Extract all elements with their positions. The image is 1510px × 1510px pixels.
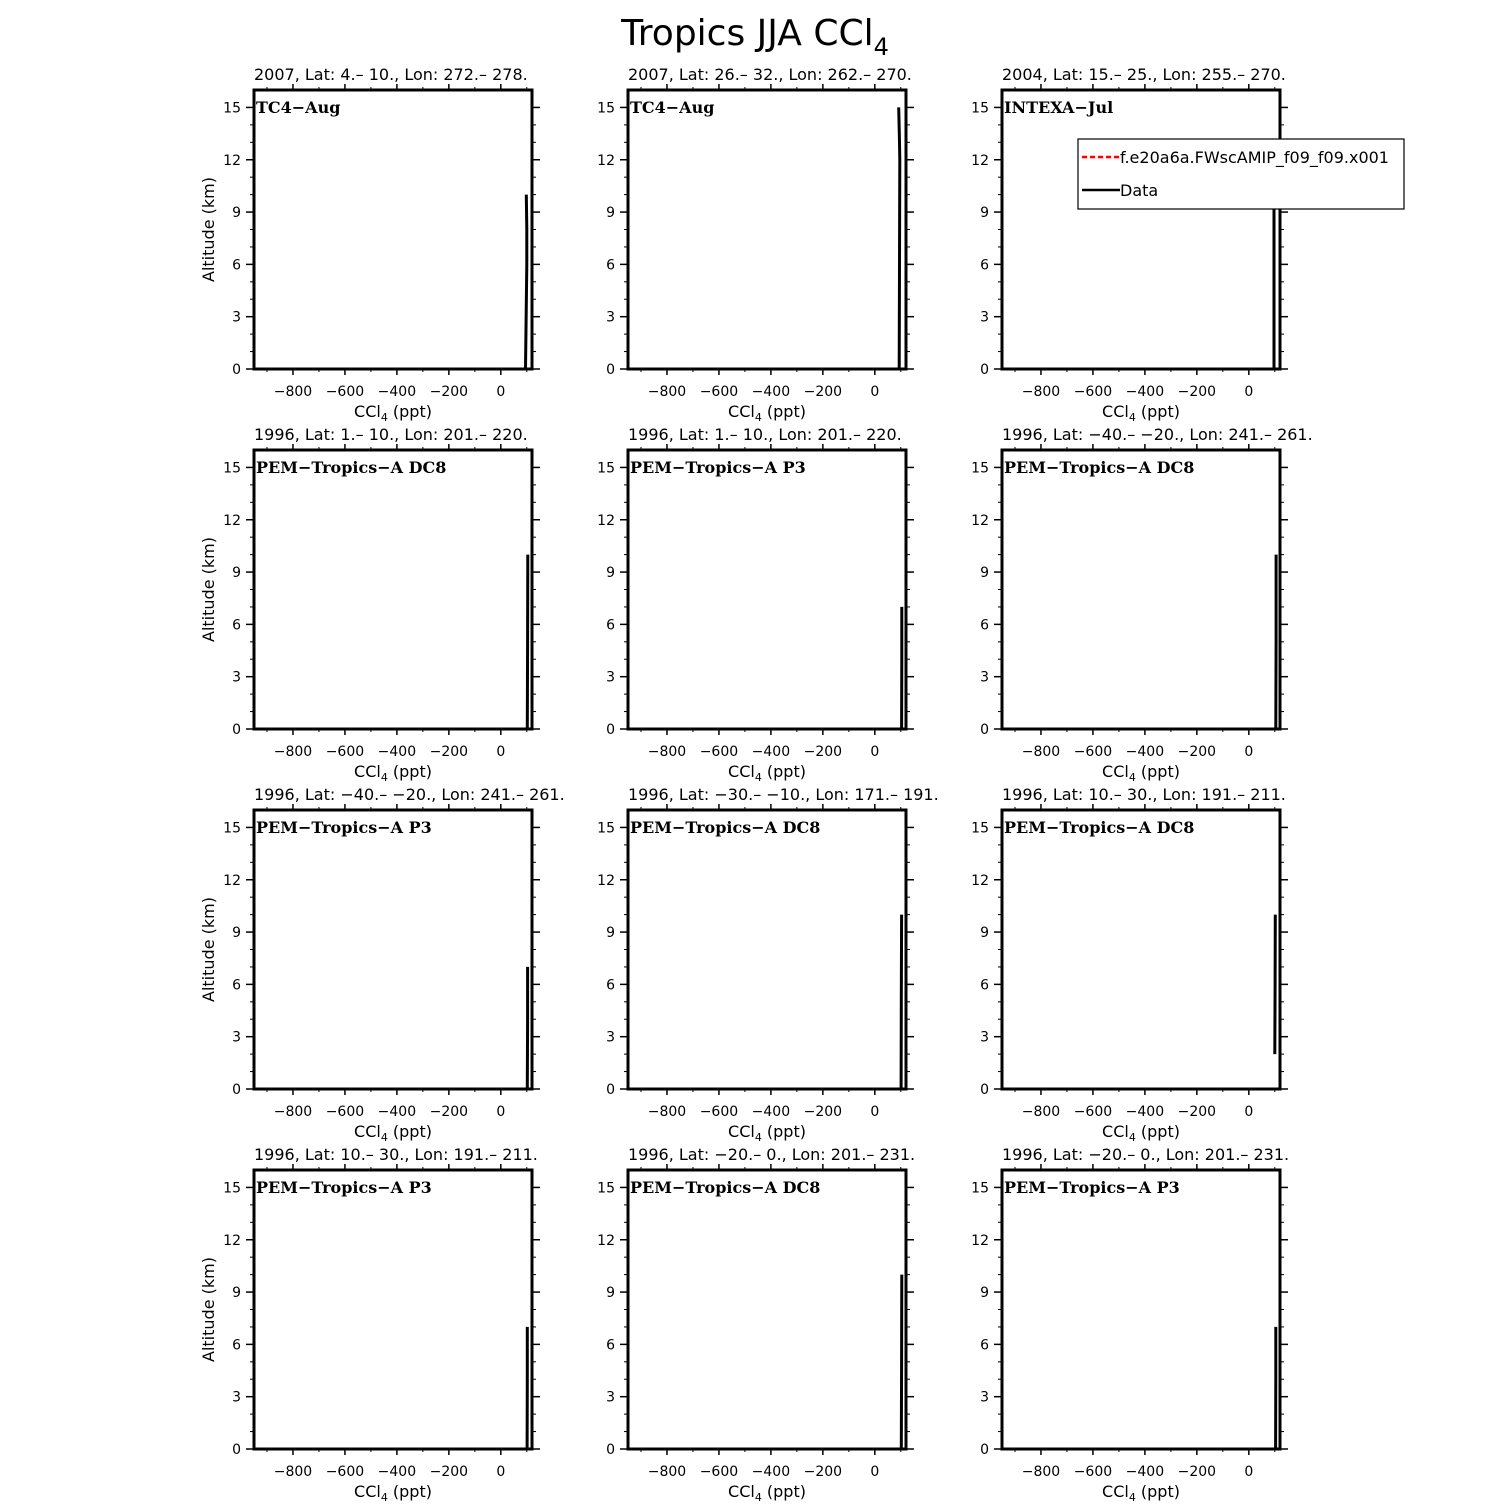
x-axis-label: CCl$_4$ (ppt) [354,1482,432,1504]
y-tick-label: 0 [980,1442,989,1458]
x-tick-label: −200 [803,744,843,760]
x-tick-label: −200 [1177,744,1217,760]
y-tick-label: 12 [971,152,989,169]
x-tick-label: −200 [1177,1464,1217,1480]
panel-3 [971,65,1288,424]
plot-frame [254,450,532,729]
y-tick-label: 3 [606,1029,615,1046]
y-tick-label: 12 [597,1232,615,1249]
x-tick-label: −400 [377,1104,417,1120]
x-axis-label: CCl$_4$ (ppt) [1102,762,1180,784]
legend [1078,139,1404,209]
x-tick-label: −200 [429,1464,469,1480]
y-tick-label: 15 [223,820,241,837]
x-tick-label: −400 [1125,384,1165,400]
x-tick-label: −800 [273,384,313,400]
plot-frame [628,1170,906,1449]
y-tick-label: 3 [232,1029,241,1046]
y-tick-label: 12 [597,512,615,529]
y-tick-label: 6 [232,257,241,274]
y-tick-label: 9 [606,1285,615,1302]
panel-title: 1996, Lat: 10.– 30., Lon: 191.– 211. [254,1145,538,1164]
x-axis-label: CCl$_4$ (ppt) [728,1122,806,1144]
y-tick-label: 6 [606,1337,615,1354]
y-tick-label: 15 [597,100,615,117]
y-tick-label: 15 [223,100,241,117]
y-tick-label: 6 [232,617,241,634]
y-tick-label: 6 [232,977,241,994]
panel-title: 1996, Lat: 1.– 10., Lon: 201.– 220. [628,425,902,444]
series-line-data [526,195,527,369]
plot-frame [1002,810,1280,1089]
y-axis-label: Altitude (km) [199,177,218,282]
series-line-data [1275,915,1276,1055]
x-tick-label: −600 [699,1104,739,1120]
y-tick-label: 9 [232,565,241,582]
campaign-label: PEM−Tropics−A P3 [630,458,806,477]
panel-7 [199,785,565,1144]
campaign-label: PEM−Tropics−A DC8 [256,458,447,477]
campaign-label: PEM−Tropics−A P3 [256,1178,432,1197]
x-tick-label: 0 [870,1104,880,1120]
x-tick-label: −200 [803,1104,843,1120]
campaign-label: TC4−Aug [256,98,341,117]
y-axis-label: Altitude (km) [199,897,218,1002]
plot-frame [1002,90,1280,369]
x-tick-label: −800 [1021,744,1061,760]
panel-title: 2007, Lat: 26.– 32., Lon: 262.– 270. [628,65,912,84]
y-tick-label: 0 [606,1442,615,1458]
y-tick-label: 6 [980,977,989,994]
y-tick-label: 6 [606,617,615,634]
y-tick-label: 6 [606,257,615,274]
panel-10 [199,1145,540,1504]
panel-2 [597,65,914,424]
panel-4 [199,425,540,784]
x-tick-label: −600 [699,744,739,760]
x-tick-label: 0 [1244,1104,1254,1120]
plot-frame [628,810,906,1089]
x-axis-label: CCl$_4$ (ppt) [728,402,806,424]
y-tick-label: 9 [980,925,989,942]
figure-title: Tropics JJA CCl$_4$ [621,13,889,61]
y-tick-label: 9 [980,205,989,222]
campaign-label: PEM−Tropics−A P3 [1004,1178,1180,1197]
x-tick-label: −800 [1021,1104,1061,1120]
x-tick-label: −800 [1021,384,1061,400]
campaign-label: PEM−Tropics−A DC8 [1004,458,1195,477]
y-tick-label: 15 [223,1180,241,1197]
campaign-label: TC4−Aug [630,98,715,117]
panels [199,65,1404,1504]
y-tick-label: 0 [232,722,241,738]
y-tick-label: 3 [606,1389,615,1406]
plot-frame [1002,450,1280,729]
x-tick-label: −800 [1021,1464,1061,1480]
y-tick-label: 12 [597,152,615,169]
y-tick-label: 9 [232,205,241,222]
x-tick-label: 0 [870,744,880,760]
x-tick-label: −800 [273,1104,313,1120]
x-tick-label: 0 [1244,384,1254,400]
plot-frame [254,810,532,1089]
y-tick-label: 6 [980,617,989,634]
campaign-label: INTEXA−Jul [1004,98,1114,117]
panel-title: 1996, Lat: −20.– 0., Lon: 201.– 231. [1002,1145,1290,1164]
y-tick-label: 12 [223,512,241,529]
x-tick-label: −800 [647,1464,687,1480]
x-tick-label: −800 [273,744,313,760]
x-tick-label: 0 [1244,1464,1254,1480]
x-tick-label: −600 [699,1464,739,1480]
panel-6 [971,425,1313,784]
x-tick-label: 0 [870,384,880,400]
plot-frame [254,90,532,369]
y-tick-label: 9 [232,925,241,942]
y-tick-label: 9 [232,1285,241,1302]
panel-11 [597,1145,915,1504]
legend-label-data: Data [1120,181,1159,200]
x-tick-label: −200 [803,384,843,400]
y-tick-label: 9 [606,925,615,942]
x-tick-label: −400 [1125,744,1165,760]
y-tick-label: 15 [971,100,989,117]
x-tick-label: −600 [1073,744,1113,760]
x-axis-label: CCl$_4$ (ppt) [1102,402,1180,424]
y-tick-label: 0 [980,1082,989,1098]
plot-frame [628,90,906,369]
y-axis-label: Altitude (km) [199,537,218,642]
campaign-label: PEM−Tropics−A P3 [256,818,432,837]
legend-label-model: f.e20a6a.FWscAMIP_f09_f09.x001 [1120,148,1389,167]
x-axis-label: CCl$_4$ (ppt) [1102,1482,1180,1504]
y-tick-label: 15 [223,460,241,477]
x-tick-label: −400 [751,384,791,400]
y-tick-label: 3 [980,309,989,326]
y-axis-label: Altitude (km) [199,1257,218,1362]
campaign-label: PEM−Tropics−A DC8 [630,818,821,837]
y-tick-label: 3 [232,1389,241,1406]
x-axis-label: CCl$_4$ (ppt) [1102,1122,1180,1144]
x-tick-label: −200 [803,1464,843,1480]
plot-frame [1002,1170,1280,1449]
y-tick-label: 15 [971,460,989,477]
x-tick-label: 0 [496,384,506,400]
y-tick-label: 15 [597,1180,615,1197]
y-tick-label: 3 [980,1389,989,1406]
panel-5 [597,425,914,784]
y-tick-label: 3 [980,1029,989,1046]
x-tick-label: −600 [1073,1104,1113,1120]
y-tick-label: 9 [980,565,989,582]
y-tick-label: 0 [232,1442,241,1458]
y-tick-label: 6 [606,977,615,994]
x-tick-label: −800 [273,1464,313,1480]
x-tick-label: −200 [429,1104,469,1120]
y-tick-label: 3 [606,669,615,686]
panel-title: 2004, Lat: 15.– 25., Lon: 255.– 270. [1002,65,1286,84]
x-tick-label: −600 [699,384,739,400]
x-tick-label: −800 [647,1104,687,1120]
x-tick-label: 0 [496,744,506,760]
y-tick-label: 0 [606,362,615,378]
panel-8 [597,785,939,1144]
y-tick-label: 6 [980,257,989,274]
y-tick-label: 15 [971,820,989,837]
x-tick-label: −800 [647,744,687,760]
x-axis-label: CCl$_4$ (ppt) [354,1122,432,1144]
y-tick-label: 12 [223,1232,241,1249]
panel-title: 1996, Lat: 1.– 10., Lon: 201.– 220. [254,425,528,444]
x-tick-label: −200 [429,384,469,400]
panel-title: 1996, Lat: 10.– 30., Lon: 191.– 211. [1002,785,1286,804]
y-tick-label: 9 [606,565,615,582]
x-tick-label: −200 [1177,384,1217,400]
series-line-data [901,1275,902,1449]
x-tick-label: −400 [377,1464,417,1480]
x-tick-label: −600 [1073,384,1113,400]
y-tick-label: 6 [232,1337,241,1354]
y-tick-label: 9 [980,1285,989,1302]
series-line-data [901,915,902,1089]
y-tick-label: 12 [971,1232,989,1249]
x-tick-label: −200 [1177,1104,1217,1120]
y-tick-label: 12 [597,872,615,889]
panel-1 [199,65,540,424]
x-tick-label: −200 [429,744,469,760]
x-tick-label: −400 [377,384,417,400]
x-tick-label: −400 [1125,1464,1165,1480]
x-axis-label: CCl$_4$ (ppt) [728,1482,806,1504]
y-tick-label: 12 [971,512,989,529]
x-tick-label: 0 [870,1464,880,1480]
x-tick-label: −600 [325,1104,365,1120]
x-tick-label: −600 [325,384,365,400]
y-tick-label: 9 [606,205,615,222]
series-line-data [899,107,900,369]
x-tick-label: 0 [1244,744,1254,760]
plot-frame [254,1170,532,1449]
panel-title: 1996, Lat: −30.– −10., Lon: 171.– 191. [628,785,939,804]
y-tick-label: 3 [606,309,615,326]
y-tick-label: 3 [232,669,241,686]
x-tick-label: −400 [751,744,791,760]
x-tick-label: −600 [1073,1464,1113,1480]
x-tick-label: −600 [325,744,365,760]
campaign-label: PEM−Tropics−A DC8 [630,1178,821,1197]
plot-frame [628,450,906,729]
x-tick-label: −800 [647,384,687,400]
panel-title: 1996, Lat: −40.– −20., Lon: 241.– 261. [1002,425,1313,444]
campaign-label: PEM−Tropics−A DC8 [1004,818,1195,837]
y-tick-label: 3 [980,669,989,686]
x-axis-label: CCl$_4$ (ppt) [354,762,432,784]
y-tick-label: 0 [980,362,989,378]
x-tick-label: −400 [751,1104,791,1120]
y-tick-label: 0 [232,1082,241,1098]
panel-title: 1996, Lat: −40.– −20., Lon: 241.– 261. [254,785,565,804]
y-tick-label: 12 [223,872,241,889]
y-tick-label: 15 [971,1180,989,1197]
y-tick-label: 0 [606,722,615,738]
x-axis-label: CCl$_4$ (ppt) [728,762,806,784]
y-tick-label: 12 [971,872,989,889]
y-tick-label: 3 [232,309,241,326]
x-tick-label: −400 [1125,1104,1165,1120]
x-tick-label: 0 [496,1464,506,1480]
series-line-data [527,555,528,729]
y-tick-label: 0 [606,1082,615,1098]
y-tick-label: 15 [597,460,615,477]
panel-9 [971,785,1288,1144]
panel-title: 2007, Lat: 4.– 10., Lon: 272.– 278. [254,65,528,84]
x-tick-label: −400 [377,744,417,760]
y-tick-label: 0 [980,722,989,738]
panel-12 [971,1145,1289,1504]
x-tick-label: −600 [325,1464,365,1480]
x-tick-label: 0 [496,1104,506,1120]
y-tick-label: 6 [980,1337,989,1354]
x-tick-label: −400 [751,1464,791,1480]
y-tick-label: 0 [232,362,241,378]
x-axis-label: CCl$_4$ (ppt) [354,402,432,424]
y-tick-label: 12 [223,152,241,169]
panel-title: 1996, Lat: −20.– 0., Lon: 201.– 231. [628,1145,916,1164]
y-tick-label: 15 [597,820,615,837]
